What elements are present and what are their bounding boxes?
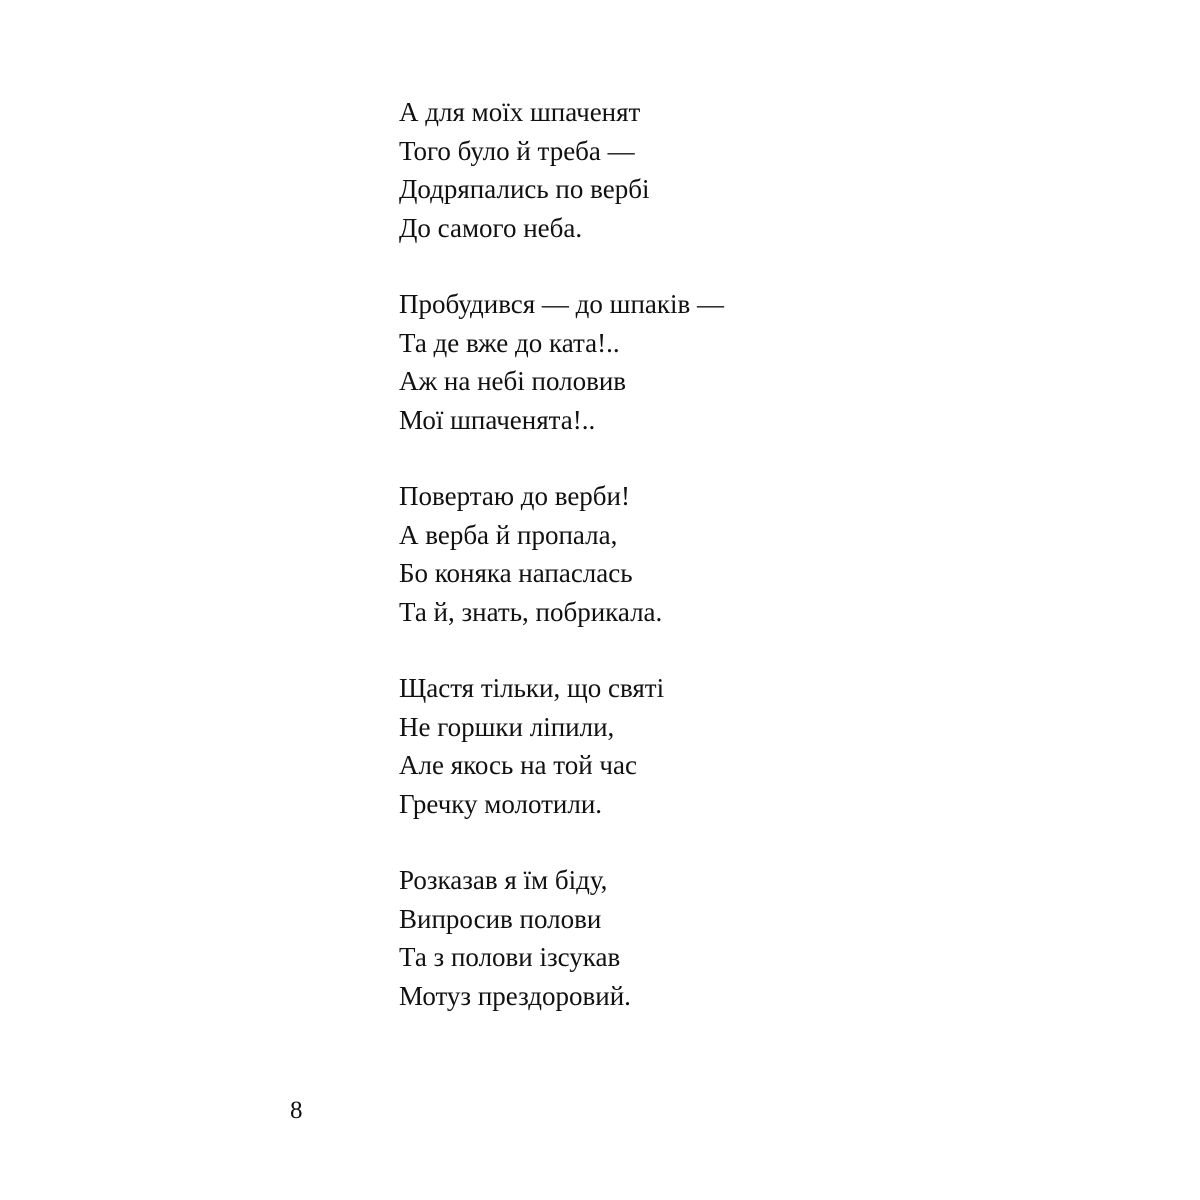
poem-line: Щастя тільки, що святі bbox=[399, 673, 665, 703]
poem-line: А для моїх шпаченят bbox=[399, 97, 641, 127]
poem-line: А верба й пропала, bbox=[399, 519, 618, 550]
poem-text bbox=[399, 93, 724, 1053]
poem-line: Та з полови ізсукав bbox=[399, 942, 621, 972]
stanza bbox=[399, 477, 724, 631]
poem-line: Мої шпаченята!.. bbox=[399, 404, 596, 435]
stanza bbox=[399, 669, 724, 823]
poem-line: Але якось на той час bbox=[399, 750, 637, 780]
poem-line: Гречку молотили. bbox=[399, 788, 603, 819]
poem-line: До самого неба. bbox=[399, 212, 583, 243]
page-number: 8 bbox=[290, 1097, 303, 1124]
stanza bbox=[399, 93, 724, 247]
poem-line: Розказав я їм біду, bbox=[399, 865, 608, 895]
poem-line: Аж на небі половив bbox=[399, 366, 627, 396]
poem-line: Пробудився — до шпаків — bbox=[399, 289, 725, 319]
stanza bbox=[399, 861, 724, 1015]
poem-line: Додряпались по вербі bbox=[399, 174, 650, 204]
poem-line: Мотуз прездоровий. bbox=[399, 980, 631, 1011]
poem-line: Повертаю до верби! bbox=[399, 481, 630, 511]
stanza bbox=[399, 285, 724, 439]
poem-line: Того було й треба — bbox=[399, 135, 635, 166]
poem-line: Та де вже до ката!.. bbox=[399, 327, 620, 358]
poem-line: Випросив полови bbox=[399, 903, 602, 934]
poem-line: Та й, знать, побрикала. bbox=[399, 596, 663, 627]
poem-line: Не горшки ліпили, bbox=[399, 711, 615, 742]
poem-line: Бо коняка напаслась bbox=[399, 558, 633, 588]
